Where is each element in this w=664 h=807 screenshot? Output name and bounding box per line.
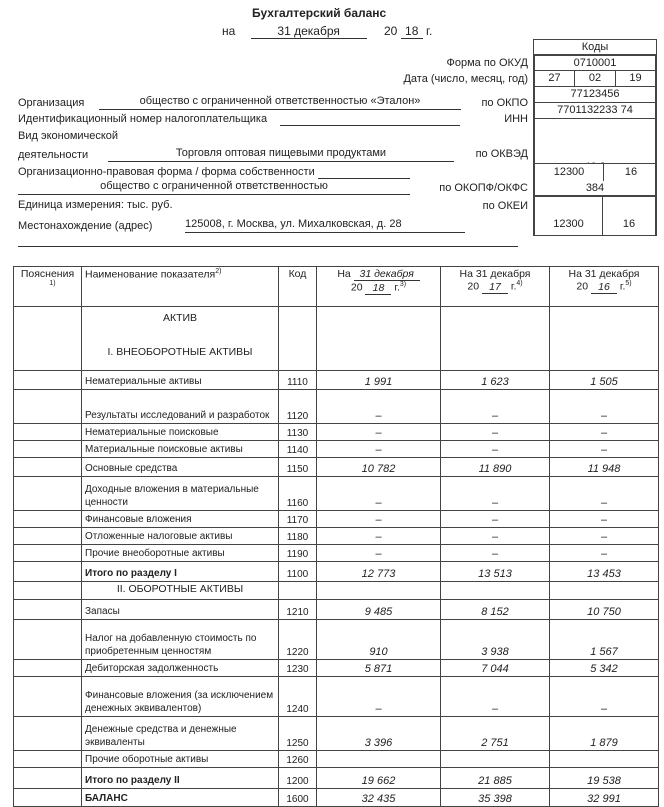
table-row [14,424,659,441]
table-row [14,371,659,390]
row-value-2017: – [441,511,550,528]
okopf-code: 12300 [533,182,603,236]
row-code: 1170 [279,511,317,528]
header-col1-year: 18 [365,282,391,295]
table-row [14,751,659,768]
header-notes-sup: 1) [49,280,56,287]
row-value-2017: – [441,677,550,717]
notes-cell [14,677,82,717]
row-value-2018: 1 991 [317,371,441,390]
row-code: 1200 [279,768,317,789]
row-code: 1190 [279,545,317,562]
row-value-2017: – [441,545,550,562]
empty-cell [279,582,317,600]
header-col1-day: 31 декабря [354,268,420,281]
row-name: Финансовые вложения (за исключением денежных эквивалентов) [82,677,279,717]
header-col3 [550,267,659,307]
row-code: 1210 [279,600,317,620]
row-code: 1120 [279,390,317,424]
inn-title: Идентификационный номер налогоплательщика [18,113,268,125]
header-col3-sup: 5) [625,280,632,287]
row-value-2017: 21 885 [441,768,550,789]
row-name: Нематериальные поисковые [82,424,279,441]
row-value-2016: – [550,390,659,424]
row-value-2016: – [550,528,659,545]
table-row [14,511,659,528]
notes-cell [14,789,82,807]
row-value-2016: 19 538 [550,768,659,789]
row-name: Дебиторская задолженность [82,660,279,677]
row-name: Итого по разделу II [82,768,279,789]
row-code: 1130 [279,424,317,441]
notes-cell [14,390,82,424]
notes-cell [14,528,82,545]
empty-cell [14,582,82,600]
row-code: 1240 [279,677,317,717]
table-row [14,789,659,807]
row-code: 1220 [279,620,317,660]
address-value: 125008, г. Москва, ул. Михалковская, д. 28 [185,218,465,233]
row-name: Налог на добавленную стоимость по приобретенным ценностям [82,620,279,660]
table-row [14,600,659,620]
row-value-2016: 1 567 [550,620,659,660]
row-code: 1180 [279,528,317,545]
row-code: 1260 [279,751,317,768]
date-label: Дата (число, месяц, год) [403,73,528,85]
row-value-2018: – [317,424,441,441]
row-name: Итого по разделу I [82,562,279,582]
row-code: 1230 [279,660,317,677]
notes-cell [14,751,82,768]
row-value-2017: 8 152 [441,600,550,620]
okpo-code: 77123456 [533,86,657,103]
row-code: 1600 [279,789,317,807]
row-value-2018: – [317,677,441,717]
date-year-code: 19 [615,70,657,87]
header-col3-year: 16 [591,281,617,294]
inn-label: ИНН [504,113,528,125]
header-name [82,267,279,307]
row-value-2016: – [550,511,659,528]
header-col2-suffix: г. [510,280,517,293]
row-value-2017: 7 044 [441,660,550,677]
table-row [14,677,659,717]
notes-cell [14,371,82,390]
table-row [14,528,659,545]
okopf-label: по ОКОПФ/ОКФС [439,182,528,194]
row-value-2018: 910 [317,620,441,660]
notes-cell [14,562,82,582]
notes-cell [14,441,82,458]
row-value-2016: 10 750 [550,600,659,620]
activity-label-2: деятельности [18,149,89,161]
header-notes-text: Пояснения [20,268,75,280]
section1-header-row [14,307,659,371]
okved-label: по ОКВЭД [475,148,528,160]
row-value-2016: 1 879 [550,717,659,751]
header-col1-suffix: г. [394,281,400,294]
row-name: Доходные вложения в материальные ценности [82,477,279,511]
row-value-2016: – [550,545,659,562]
header-col2 [441,267,550,307]
row-value-2017: 1 623 [441,371,550,390]
address-label: Местонахождение (адрес) [18,220,153,232]
table-row [14,717,659,751]
empty-cell [317,582,441,600]
row-value-2018: – [317,511,441,528]
section1-heading: I. ВНЕОБОРОТНЫЕ АКТИВЫ [107,346,253,358]
row-name: Материальные поисковые активы [82,441,279,458]
table-row [14,562,659,582]
table-row [14,477,659,511]
header-col3-on: На 31 декабря [568,268,640,280]
header-name-sup: 2) [215,268,222,275]
table-row [14,545,659,562]
date-line [222,24,432,39]
okei-code: 384 [533,180,657,197]
row-value-2017: 35 398 [441,789,550,807]
notes-cell [14,545,82,562]
codes-header: Коды [533,39,657,55]
row-value-2017: – [441,441,550,458]
row-value-2017 [441,751,550,768]
row-name: Денежные средства и денежные эквиваленты [82,717,279,751]
date-year-prefix: 20 [384,24,398,38]
row-value-2018: – [317,390,441,424]
row-name: Запасы [82,600,279,620]
date-year: 18 [401,24,423,39]
org-label: Организация [18,97,85,109]
header-col1-on: На [337,268,351,280]
notes-cell [14,600,82,620]
row-code: 1250 [279,717,317,751]
row-name: Прочие внеоборотные активы [82,545,279,562]
notes-cell [14,477,82,511]
activity-label-1: Вид экономической [18,130,119,142]
row-name: Основные средства [82,458,279,477]
okud-code: 0710001 [533,54,657,71]
opf-label: Организационно-правовая форма / форма собственности [18,166,315,178]
row-value-2017: 13 513 [441,562,550,582]
row-value-2018: – [317,545,441,562]
row-name: Нематериальные активы [82,371,279,390]
okud-label: Форма по ОКУД [446,57,528,69]
row-value-2016: – [550,441,659,458]
date-prefix: на [222,24,236,38]
row-name: БАЛАНС [82,789,279,807]
header-col2-year: 17 [482,281,508,294]
notes-cell [14,717,82,751]
row-value-2016: 13 453 [550,562,659,582]
okopf-row [533,163,657,181]
header-col3-pre: 20 [576,280,589,293]
notes-cell [14,511,82,528]
row-value-2016: 11 948 [550,458,659,477]
header-name-text: Наименование показателя [85,268,216,281]
row-name: Результаты исследований и разработок [82,390,279,424]
table-row [14,620,659,660]
row-value-2016: 32 991 [550,789,659,807]
row-value-2018: 10 782 [317,458,441,477]
row-value-2016: – [550,477,659,511]
row-value-2017: – [441,528,550,545]
opf-value: общество с ограниченной ответственностью [18,180,410,195]
row-value-2017: 2 751 [441,717,550,751]
org-value: общество с ограниченной ответственностью «Эталон» [99,95,461,110]
notes-cell [14,768,82,789]
row-value-2017: 11 890 [441,458,550,477]
row-value-2016: 5 342 [550,660,659,677]
row-value-2018: 5 871 [317,660,441,677]
date-day-code: 27 [533,70,575,87]
header-col2-on: На 31 декабря [459,268,531,280]
date-day-month: 31 декабря [251,24,367,39]
activity-value: Торговля оптовая пищевыми продуктами [108,147,454,162]
row-name: Финансовые вложения [82,511,279,528]
row-value-2018: 9 485 [317,600,441,620]
notes-cell [14,458,82,477]
notes-cell [14,424,82,441]
row-value-2016: – [550,677,659,717]
header-code: Код [279,267,317,307]
section2-header-row [14,582,659,600]
row-value-2018: 3 396 [317,717,441,751]
row-value-2018: 12 773 [317,562,441,582]
row-code: 1110 [279,371,317,390]
empty-cell [441,582,550,600]
row-value-2016: – [550,424,659,441]
header-col3-suffix: г. [619,280,626,293]
notes-cell [14,660,82,677]
section1-header [82,307,279,371]
row-name: Отложенные налоговые активы [82,528,279,545]
table-row [14,660,659,677]
header-col1-sup: 3) [399,281,407,288]
balance-table [13,266,659,807]
table-row [14,441,659,458]
notes-cell [14,620,82,660]
row-value-2018: – [317,477,441,511]
row-value-2018: – [317,528,441,545]
row-value-2016: 1 505 [550,371,659,390]
row-value-2017: – [441,390,550,424]
header-notes [14,267,82,307]
row-code: 1160 [279,477,317,511]
header-col1 [317,267,441,307]
row-code: 1100 [279,562,317,582]
assets-heading: АКТИВ [162,312,198,324]
row-value-2017: – [441,424,550,441]
page-title: Бухгалтерский баланс [252,6,387,20]
row-value-2017: – [441,477,550,511]
header-col1-pre: 20 [350,281,363,294]
row-code: 1150 [279,458,317,477]
okopf-code-value: 12300 [553,166,585,178]
date-month-code: 02 [574,70,616,87]
row-value-2018: 32 435 [317,789,441,807]
table-row [14,458,659,477]
row-value-2016 [550,751,659,768]
date-suffix: г. [426,24,433,38]
okpo-label: по ОКПО [481,97,528,109]
row-value-2018 [317,751,441,768]
unit-label: Единица измерения: тыс. руб. [18,199,173,211]
okei-label: по ОКЕИ [482,200,528,212]
row-name: Прочие оборотные активы [82,751,279,768]
empty-cell [550,582,659,600]
table-row [14,390,659,424]
table-row [14,768,659,789]
header-col2-pre: 20 [467,280,480,293]
header-col2-sup: 4) [516,280,523,287]
row-value-2018: 19 662 [317,768,441,789]
row-value-2017: 3 938 [441,620,550,660]
okfs-code-value: 16 [603,164,658,181]
row-code: 1140 [279,441,317,458]
section2-heading: II. ОБОРОТНЫЕ АКТИВЫ [82,582,279,600]
inn-code: 7701132233 74 [533,102,657,119]
row-value-2018: – [317,441,441,458]
okfs-code: 16 [602,182,657,236]
